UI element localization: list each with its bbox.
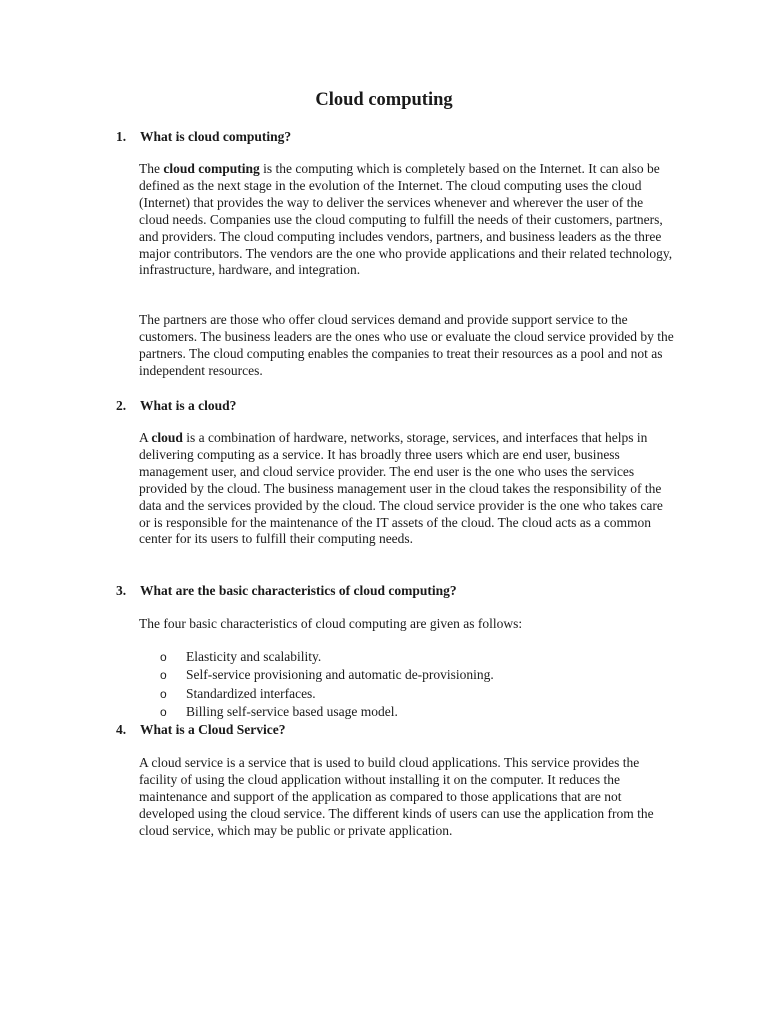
- section-3-intro: The four basic characteristics of cloud computing are given as follows:: [139, 616, 523, 631]
- paragraph-bold-term: cloud: [151, 430, 183, 445]
- section-heading-text: What is a cloud?: [140, 398, 237, 413]
- bullet-icon: o: [160, 686, 167, 701]
- paragraph-lead: A: [139, 430, 152, 445]
- bullet-icon: o: [160, 650, 167, 664]
- list-item: [160, 648, 494, 666]
- section-number: 1.: [116, 129, 127, 144]
- section-3-heading: [116, 582, 457, 599]
- bullet-icon: o: [160, 668, 167, 683]
- section-number: 2.: [116, 398, 127, 413]
- section-1-paragraph-1: [139, 161, 675, 279]
- section-number: 3.: [116, 583, 127, 598]
- section-heading-text: What is a Cloud Service?: [140, 722, 286, 737]
- list-item: [160, 666, 494, 684]
- section-4-heading: [116, 721, 286, 738]
- paragraph-lead: The: [139, 161, 164, 176]
- section-1-paragraph-2: The partners are those who offer cloud services demand and provide support service to the customers. The business leaders are the ones who use or evaluate the cloud service provided by the partners. The cloud computing enables the companies to treat their resources as a pool and not as independent resources.: [139, 312, 674, 378]
- section-2-heading: [116, 397, 236, 414]
- bullet-icon: o: [160, 704, 167, 719]
- section-1-heading: [116, 128, 291, 145]
- characteristics-list: [160, 648, 494, 721]
- section-2-paragraph-1: [139, 430, 675, 548]
- document-title: Cloud computing: [315, 90, 453, 110]
- paragraph-bold-term: cloud computing: [163, 161, 260, 176]
- list-item: [160, 703, 494, 721]
- section-heading-text: What are the basic characteristics of cloud computing?: [140, 583, 457, 598]
- list-item-text: Billing self-service based usage model.: [186, 703, 398, 719]
- list-item-text: Standardized interfaces.: [186, 685, 316, 701]
- section-heading-text: What is cloud computing?: [140, 129, 292, 144]
- list-item: [160, 685, 494, 703]
- paragraph-rest: is a combination of hardware, networks, storage, services, and interfaces that helps in delivering computing as a service. It has broadly three users which are end user, business management user, and cloud service provider. The end user is the one who uses the services provided by the cloud. The business management user in the cloud takes the responsibility of the data and the services provided by the cloud. The cloud service provider is the one who takes care or is responsible for the maintenance of the IT assets of the cloud. The cloud acts as a common center for its users to fulfill their computing needs.: [139, 430, 663, 547]
- section-4-paragraph-1: A cloud service is a service that is used to build cloud applications. This service provides the facility of using the cloud application without installing it on the computer. It reduces the maintenance and support of the application as compared to those applications that are not developed using the cloud service. The different kinds of users can use the application from the cloud service, which may be public or private application.: [139, 755, 654, 838]
- paragraph-rest: is the computing which is completely based on the Internet. It can also be defined as the next stage in the evolution of the Internet. The cloud computing uses the cloud (Internet) that provides the way to deliver the services whenever and wherever the user of the cloud needs. Companies use the cloud computing to fulfill the needs of their customers, partners, and providers. The cloud computing includes vendors, partners, and business leaders as the three major contributors. The vendors are the one who provide applications and their related technology, infrastructure, hardware, and integration.: [139, 161, 673, 278]
- list-item-text: Self-service provisioning and automatic de-provisioning.: [186, 667, 494, 683]
- list-item-text: Elasticity and scalability.: [186, 649, 322, 664]
- section-number: 4.: [116, 722, 127, 737]
